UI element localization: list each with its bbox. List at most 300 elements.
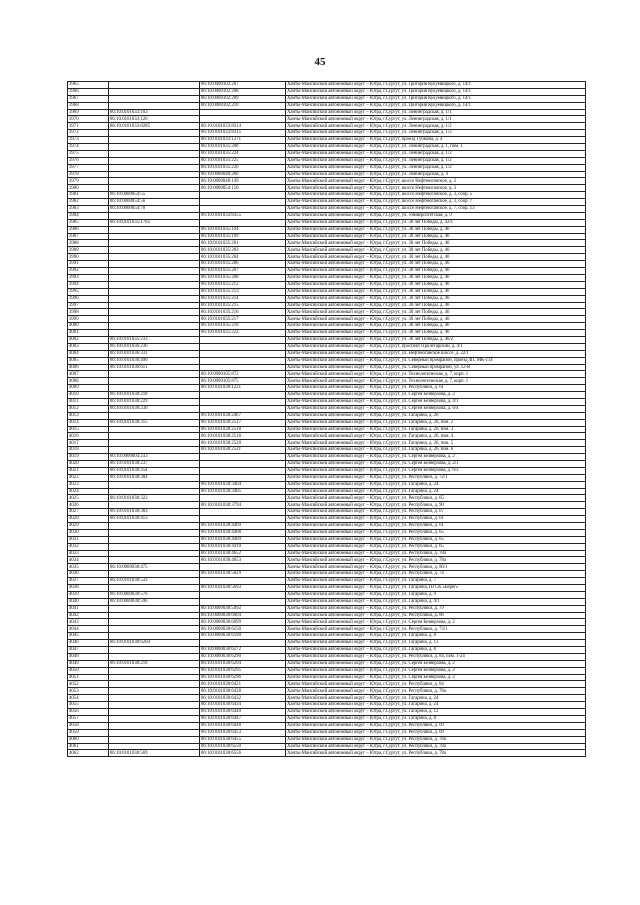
row-number-cell: 3989: [68, 247, 109, 254]
row-number-cell: 4046: [68, 640, 109, 647]
address-prefix: Ханты-Мансийский автономный округ – Югра, г.Сургут,: [287, 151, 402, 157]
land-parcel-cell: 86:10:0101038:229: [109, 398, 200, 405]
address-prefix: Ханты-Мансийский автономный округ – Югра, г.Сургут,: [287, 592, 402, 598]
address-prefix: Ханты-Мансийский автономный округ – Югра, г.Сургут,: [287, 688, 402, 694]
address-prefix: Ханты-Мансийский автономный округ – Югра, г.Сургут,: [287, 729, 402, 735]
address-street: проспект Пролетарский, д. 4/1: [401, 344, 463, 350]
address-prefix: Ханты-Мансийский автономный округ – Югра, г.Сургут,: [287, 709, 402, 715]
row-number-cell: 4040: [68, 598, 109, 605]
building-cadastral-cell: 86:10:0000038:6290: [200, 653, 286, 660]
land-parcel-cell: [109, 550, 200, 557]
land-parcel-cell: 86:10:0000038:576: [109, 591, 200, 598]
land-parcel-cell: [109, 302, 200, 309]
building-cadastral-cell: 86:10:0101038:4408: [200, 529, 286, 536]
table-row: [68, 543, 586, 550]
address-street: шоссе Нефтеюганское, д. 3, соор. 5: [401, 192, 473, 198]
address-prefix: Ханты-Мансийский автономный округ – Югра, г.Сургут,: [287, 288, 402, 294]
row-number-cell: 3993: [68, 274, 109, 281]
address-prefix: Ханты-Мансийский автономный округ – Югра, г.Сургут,: [287, 302, 402, 308]
row-number-cell: 4035: [68, 564, 109, 571]
address-prefix: Ханты-Мансийский автономный округ – Югра, г.Сургут,: [287, 502, 402, 508]
address-cell: [286, 681, 586, 688]
table-row: [68, 447, 586, 454]
building-cadastral-cell: [200, 398, 286, 405]
land-parcel-cell: 86:10:0101035:1705: [109, 219, 200, 226]
building-cadastral-cell: [200, 578, 286, 585]
land-parcel-cell: [109, 82, 200, 89]
land-parcel-cell: 86:10:0101033:8285: [109, 123, 200, 130]
address-street: ул. 30 лет Победы, д. 46: [401, 226, 450, 232]
address-prefix: Ханты-Мансийский автономный округ – Югра, г.Сургут,: [287, 399, 402, 405]
land-parcel-cell: 86:10:0000003:233: [109, 454, 200, 461]
address-cell: [286, 82, 586, 89]
row-number-cell: 4011: [68, 398, 109, 405]
address-street: ул. Республики, д. 84: [401, 681, 444, 687]
address-cell: [286, 495, 586, 502]
address-street: ул. Республики, д. 78а: [401, 550, 446, 556]
address-prefix: Ханты-Мансийский автономный округ – Югра, г.Сургут,: [287, 309, 402, 315]
building-cadastral-cell: 86:10:0000038:6004: [200, 612, 286, 619]
building-cadastral-cell: [200, 199, 286, 206]
address-street: ул. Республики, д. 86/1: [401, 564, 448, 570]
row-number-cell: 3983: [68, 206, 109, 213]
building-cadastral-cell: 86:10:0101033:8314: [200, 123, 286, 130]
building-cadastral-cell: 86:10:0101035:224: [200, 150, 286, 157]
building-cadastral-cell: 86:10:0101035:214: [200, 295, 286, 302]
land-parcel-cell: [109, 626, 200, 633]
address-street: ул. Ленинградская, д. 1, пом. 1: [401, 144, 463, 150]
address-cell: [286, 750, 586, 757]
address-prefix: Ханты-Мансийский автономный округ – Югра, г.Сургут,: [287, 226, 402, 232]
address-prefix: Ханты-Мансийский автономный округ – Югра, г.Сургут,: [287, 344, 402, 350]
table-row: [68, 647, 586, 654]
row-number-cell: 3976: [68, 157, 109, 164]
address-cell: [286, 330, 586, 337]
land-parcel-cell: [109, 178, 200, 185]
address-prefix: Ханты-Мансийский автономный округ – Югра, г.Сургут,: [287, 213, 402, 219]
land-parcel-cell: 86:10:0101035:233: [109, 336, 200, 343]
building-cadastral-cell: 86:10:0101038:6453: [200, 729, 286, 736]
row-number-cell: 4012: [68, 405, 109, 412]
row-number-cell: 3975: [68, 150, 109, 157]
building-cadastral-cell: 86:10:0000105:872: [200, 371, 286, 378]
address-street: ул. Гагарина, д. 26, пом. 5: [401, 440, 454, 446]
address-street: ул. Северный промрайон, ул. 12-В: [401, 364, 471, 370]
address-prefix: Ханты-Мансийский автономный округ – Югра, г.Сургут,: [287, 674, 402, 680]
address-prefix: Ханты-Мансийский автономный округ – Югра, г.Сургут,: [287, 743, 402, 749]
address-street: ул. Гагарина, д. 26, пом. 2: [401, 419, 454, 425]
row-number-cell: 4043: [68, 619, 109, 626]
table-row: [68, 529, 586, 536]
table-row: [68, 633, 586, 640]
address-prefix: Ханты-Мансийский автономный округ – Югра, г.Сургут,: [287, 316, 402, 322]
building-cadastral-cell: 86:10:0101038:2521: [200, 447, 286, 454]
row-number-cell: 3999: [68, 316, 109, 323]
address-cell: [286, 288, 586, 295]
table-row: [68, 460, 586, 467]
row-number-cell: 4058: [68, 722, 109, 729]
land-parcel-cell: [109, 268, 200, 275]
page-number: 45: [314, 56, 326, 68]
address-cell: [286, 419, 586, 426]
building-cadastral-cell: [200, 192, 286, 199]
address-cell: [286, 715, 586, 722]
address-cell: [286, 268, 586, 275]
building-cadastral-cell: 86:10:0000038:6150: [200, 626, 286, 633]
address-cell: [286, 405, 586, 412]
row-number-cell: 3998: [68, 309, 109, 316]
building-cadastral-cell: 86:10:0101038:4409: [200, 536, 286, 543]
address-cell: [286, 460, 586, 467]
table-row: [68, 240, 586, 247]
address-prefix: Ханты-Мансийский автономный округ – Югра, г.Сургут,: [287, 406, 402, 412]
land-parcel-cell: [109, 323, 200, 330]
address-street: ул. Сергея Безверхова, д. 2: [401, 454, 455, 460]
address-street: ул. Гагарина, д. 26, пом. 4: [401, 433, 454, 439]
table-row: [68, 640, 586, 647]
building-cadastral-cell: [200, 460, 286, 467]
table-row: [68, 750, 586, 757]
address-street: ул. Республики, д. 65: [401, 495, 444, 501]
table-row: [68, 743, 586, 750]
land-parcel-cell: 86:10:0101038:254: [109, 467, 200, 474]
building-cadastral-cell: 86:10:0101038:3404: [200, 481, 286, 488]
address-street: ул. Григория Кукуевицкого, д. 14/1: [401, 96, 471, 102]
address-cell: [286, 674, 586, 681]
row-number-cell: 4013: [68, 412, 109, 419]
building-cadastral-cell: 86:10:0101035:216: [200, 309, 286, 316]
address-street: ул. Сергея Безверхова, д. 4/1: [401, 399, 459, 405]
address-prefix: Ханты-Мансийский автономный округ – Югра, г.Сургут,: [287, 171, 402, 177]
address-prefix: Ханты-Мансийский автономный округ – Югра, г.Сургут,: [287, 633, 402, 639]
building-cadastral-cell: 86:10:0101038:6556: [200, 750, 286, 757]
table-row: [68, 605, 586, 612]
table-row: [68, 674, 586, 681]
row-number-cell: 4057: [68, 715, 109, 722]
building-cadastral-cell: 86:10:0101035:208: [200, 144, 286, 151]
table-row: [68, 247, 586, 254]
building-cadastral-cell: [200, 509, 286, 516]
table-row: [68, 212, 586, 219]
land-parcel-cell: [109, 130, 200, 137]
address-cell: [286, 653, 586, 660]
address-cell: [286, 109, 586, 116]
address-street: ул. Республики, д. 78а: [401, 688, 446, 694]
building-cadastral-cell: [200, 591, 286, 598]
land-parcel-cell: [109, 157, 200, 164]
address-cell: [286, 667, 586, 674]
address-prefix: Ханты-Мансийский автономный округ – Югра, г.Сургут,: [287, 537, 402, 543]
address-street: ул. Ленинградская, д. 1/2: [401, 123, 452, 129]
address-prefix: Ханты-Мансийский автономный округ – Югра, г.Сургут,: [287, 357, 402, 363]
address-cell: [286, 343, 586, 350]
building-cadastral-cell: [200, 516, 286, 523]
building-cadastral-cell: [200, 640, 286, 647]
land-parcel-cell: [109, 605, 200, 612]
address-prefix: Ханты-Мансийский автономный округ – Югра, г.Сургут,: [287, 516, 402, 522]
land-parcel-cell: 86:10:0000054:55: [109, 192, 200, 199]
address-street: ул. Республики, д. 65: [401, 530, 444, 536]
land-parcel-cell: 86:10:0101033:103: [109, 109, 200, 116]
address-cell: [286, 323, 586, 330]
land-parcel-cell: [109, 247, 200, 254]
land-parcel-cell: [109, 295, 200, 302]
address-prefix: Ханты-Мансийский автономный округ – Югра, г.Сургут,: [287, 475, 402, 480]
table-row: [68, 722, 586, 729]
building-cadastral-cell: [200, 219, 286, 226]
land-parcel-cell: [109, 488, 200, 495]
address-cell: [286, 619, 586, 626]
table-row: [68, 571, 586, 578]
building-cadastral-cell: 86:10:0101038:4410: [200, 543, 286, 550]
row-number-cell: 4005: [68, 357, 109, 364]
row-number-cell: 4054: [68, 695, 109, 702]
address-cell: [286, 433, 586, 440]
address-cell: [286, 178, 586, 185]
address-prefix: Ханты-Мансийский автономный округ – Югра, г.Сургут,: [287, 102, 402, 108]
land-parcel-cell: [109, 433, 200, 440]
land-parcel-cell: [109, 674, 200, 681]
address-cell: [286, 95, 586, 102]
table-row: [68, 598, 586, 605]
address-cell: [286, 185, 586, 192]
address-street: ул. 30 лет Победы, д. 46: [401, 282, 450, 288]
table-row: [68, 702, 586, 709]
address-street: ул. Ленинградская, д. 1/2: [401, 158, 452, 164]
row-number-cell: 4052: [68, 681, 109, 688]
row-number-cell: 4025: [68, 495, 109, 502]
row-number-cell: 3969: [68, 109, 109, 116]
building-cadastral-cell: [200, 564, 286, 571]
table-row: [68, 357, 586, 364]
address-prefix: Ханты-Мансийский автономный округ – Югра, г.Сургут,: [287, 185, 402, 191]
land-parcel-cell: 86:10:0101038:533: [109, 578, 200, 585]
address-prefix: Ханты-Мансийский автономный округ – Югра, г.Сургут,: [287, 447, 402, 453]
address-prefix: Ханты-Мансийский автономный округ – Югра, г.Сургут,: [287, 578, 402, 584]
row-number-cell: 4048: [68, 653, 109, 660]
address-street: ул. Университетская, д. 9: [401, 213, 452, 219]
address-prefix: Ханты-Мансийский автономный округ – Югра, г.Сургут,: [287, 247, 402, 253]
address-prefix: Ханты-Мансийский автономный округ – Югра, г.Сургут,: [287, 130, 402, 136]
address-street: ул. Ленинградская, д. 1/2: [401, 164, 452, 170]
address-street: ул. 30 лет Победы, д. 42/1: [401, 220, 453, 226]
land-parcel-cell: [109, 330, 200, 337]
address-cell: [286, 371, 586, 378]
address-street: ул. 30 лет Победы, д. 46: [401, 275, 450, 281]
row-number-cell: 3981: [68, 192, 109, 199]
land-parcel-cell: [109, 557, 200, 564]
address-prefix: Ханты-Мансийский автономный округ – Югра, г.Сургут,: [287, 323, 402, 329]
table-row: [68, 219, 586, 226]
building-cadastral-cell: 86:10:0000038:6190: [200, 633, 286, 640]
address-cell: [286, 633, 586, 640]
address-street: ул. Гагарина, д. 4/1: [401, 599, 440, 605]
table-row: [68, 736, 586, 743]
address-prefix: Ханты-Мансийский автономный округ – Югра, г.Сургут,: [287, 647, 402, 653]
address-street: ул. Республики, д. 79: [401, 605, 444, 611]
address-cell: [286, 171, 586, 178]
address-street: ул. 30 лет Победы, д. 46/2: [401, 337, 453, 343]
building-cadastral-cell: 86:10:0101033:8355: [200, 212, 286, 219]
building-cadastral-cell: 86:10:0101033:8315: [200, 130, 286, 137]
address-cell: [286, 364, 586, 371]
table-row: [68, 440, 586, 447]
address-prefix: Ханты-Мансийский автономный округ – Югра, г.Сургут,: [287, 350, 402, 356]
row-number-cell: 4028: [68, 516, 109, 523]
table-row: [68, 426, 586, 433]
table-row: [68, 371, 586, 378]
building-cadastral-cell: 86:10:0000102:210: [200, 102, 286, 109]
address-cell: [286, 398, 586, 405]
address-street: ул. Гагарина, д. 24: [401, 488, 439, 494]
address-street: ул. Республики, д. 69: [401, 723, 444, 729]
row-number-cell: 4033: [68, 550, 109, 557]
address-street: ул. Республики, д. 78а: [401, 750, 446, 756]
address-cell: [286, 426, 586, 433]
address-prefix: Ханты-Мансийский автономный округ – Югра, г.Сургут,: [287, 378, 402, 384]
row-number-cell: 4007: [68, 371, 109, 378]
address-prefix: Ханты-Мансийский автономный округ – Югра, г.Сургут,: [287, 440, 402, 446]
table-row: [68, 392, 586, 399]
table-row: [68, 226, 586, 233]
row-number-cell: 3972: [68, 130, 109, 137]
address-street: ул. 30 лет Победы, д. 46: [401, 254, 450, 260]
row-number-cell: 3988: [68, 240, 109, 247]
address-prefix: Ханты-Мансийский автономный округ – Югра, г.Сургут,: [287, 750, 402, 756]
address-cell: [286, 247, 586, 254]
building-cadastral-cell: 86:10:0000102:208: [200, 88, 286, 95]
address-cell: [286, 578, 586, 585]
row-number-cell: 4062: [68, 750, 109, 757]
address-cell: [286, 488, 586, 495]
land-parcel-cell: 86:10:0101036:236: [109, 343, 200, 350]
address-street: ул. Республики, д. 61: [401, 516, 444, 522]
table-row: [68, 454, 586, 461]
building-cadastral-cell: [200, 109, 286, 116]
table-row: [68, 116, 586, 123]
building-cadastral-cell: [200, 405, 286, 412]
building-cadastral-cell: [200, 357, 286, 364]
table-row: [68, 350, 586, 357]
row-number-cell: 4045: [68, 633, 109, 640]
address-prefix: Ханты-Мансийский автономный округ – Югра, г.Сургут,: [287, 385, 402, 391]
table-row: [68, 330, 586, 337]
row-number-cell: 3979: [68, 178, 109, 185]
table-row: [68, 557, 586, 564]
table-row: [68, 488, 586, 495]
row-number-cell: 4049: [68, 660, 109, 667]
land-parcel-cell: [109, 647, 200, 654]
table-row: [68, 715, 586, 722]
address-cell: [286, 502, 586, 509]
row-number-cell: 3982: [68, 199, 109, 206]
table-row: [68, 309, 586, 316]
address-street: ул. Сергея Безверхова, д. 2: [401, 667, 455, 673]
land-parcel-cell: [109, 729, 200, 736]
address-cell: [286, 219, 586, 226]
address-cell: [286, 695, 586, 702]
building-cadastral-cell: 86:10:0101038:6455: [200, 736, 286, 743]
address-prefix: Ханты-Мансийский автономный округ – Югра, г.Сургут,: [287, 681, 402, 687]
address-cell: [286, 440, 586, 447]
address-street: ул. Гагарина, д. 8: [401, 633, 436, 639]
row-number-cell: 4027: [68, 509, 109, 516]
table-row: [68, 385, 586, 392]
address-street: ул. Республики, д. 86: [401, 612, 444, 618]
address-street: ул. 30 лет Победы, д. 46: [401, 330, 450, 336]
row-number-cell: 3973: [68, 137, 109, 144]
building-cadastral-cell: [200, 116, 286, 123]
table-row: [68, 261, 586, 268]
row-number-cell: 4030: [68, 529, 109, 536]
address-street: ул. Республики, д. 74: [401, 571, 444, 577]
address-street: ул. Республики, д. 65: [401, 537, 444, 543]
table-row: [68, 199, 586, 206]
address-street: ул. 30 лет Победы, д. 46: [401, 261, 450, 267]
address-cell: [286, 571, 586, 578]
address-cell: [286, 722, 586, 729]
address-prefix: Ханты-Мансийский автономный округ – Югра, г.Сургут,: [287, 619, 402, 625]
table-row: [68, 233, 586, 240]
address-street: ул. Технологическая, д. 7, корп. 1: [401, 378, 469, 384]
row-number-cell: 4023: [68, 481, 109, 488]
address-cell: [286, 164, 586, 171]
address-street: проезд Губкина, д. 4: [401, 137, 443, 143]
address-street: ул. 30 лет Победы, д. 46: [401, 233, 450, 239]
address-cell: [286, 206, 586, 213]
land-parcel-cell: [109, 102, 200, 109]
table-row: [68, 688, 586, 695]
address-street: ул. Республики, д. 61: [401, 523, 444, 529]
address-street: ул. Республики, д. 78а: [401, 743, 446, 749]
building-cadastral-cell: 86:10:0101038:6447: [200, 715, 286, 722]
land-parcel-cell: [109, 523, 200, 530]
address-prefix: Ханты-Мансийский автономный округ – Югра, г.Сургут,: [287, 454, 402, 460]
row-number-cell: 4059: [68, 729, 109, 736]
table-row: [68, 681, 586, 688]
row-number-cell: 4014: [68, 419, 109, 426]
address-cell: [286, 302, 586, 309]
address-cell: [286, 585, 586, 592]
address-cell: [286, 447, 586, 454]
row-number-cell: 3984: [68, 212, 109, 219]
address-street: ул. Сергея Безверхова, д. 2: [401, 619, 455, 625]
address-street: ул. Республики, д. 69: [401, 729, 444, 735]
building-cadastral-cell: 86:10:0101038:4653: [200, 557, 286, 564]
table-row: [68, 150, 586, 157]
address-cell: [286, 150, 586, 157]
row-number-cell: 3992: [68, 268, 109, 275]
row-number-cell: 4056: [68, 709, 109, 716]
address-street: ул. Ленинградская, д. 1/1: [401, 116, 452, 122]
land-parcel-cell: 86:10:0101038:569: [109, 750, 200, 757]
table-row: [68, 405, 586, 412]
table-row: [68, 536, 586, 543]
land-parcel-cell: [109, 619, 200, 626]
row-number-cell: 4003: [68, 343, 109, 350]
address-cell: [286, 281, 586, 288]
land-parcel-cell: [109, 612, 200, 619]
address-prefix: Ханты-Мансийский автономный округ – Югра, г.Сургут,: [287, 702, 402, 708]
address-street: ул. Григория Кукуевицкого, д. 14/1: [401, 102, 471, 108]
address-prefix: Ханты-Мансийский автономный округ – Югра, г.Сургут,: [287, 481, 402, 487]
land-parcel-cell: [109, 709, 200, 716]
building-cadastral-cell: 86:10:0101038:2518: [200, 426, 286, 433]
address-prefix: Ханты-Мансийский автономный округ – Югра, г.Сургут,: [287, 468, 402, 474]
address-street: ул. Гагарина, д. 24: [401, 481, 439, 487]
table-row: [68, 88, 586, 95]
row-number-cell: 3971: [68, 123, 109, 130]
